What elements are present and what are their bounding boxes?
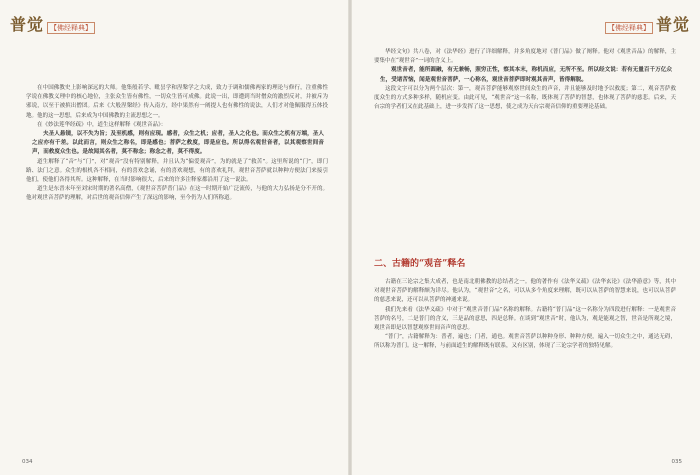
header-brand <box>10 12 95 35</box>
left-page-body <box>26 84 328 204</box>
right-page-body-bottom <box>374 278 676 352</box>
quotation-block: 观世音者，能所圆融，有无兼畅，照穷正性，察其本末，称机而应，无所不至。所以经文说：若有无量百千万亿众生，受诸苦恼，闻是观世音菩萨，一心称名，观世音菩萨即时观其音声，皆得解脱。 <box>380 67 672 83</box>
brand-logo-text: 普觉 <box>10 15 45 34</box>
paragraph: 在《妙法莲华经疏》中，道生这样解释《观世音品》： <box>37 121 167 128</box>
paragraph: 道生是东晋末年至刘宋时期的著名高僧，《观世音菩萨普门品》在这一时期开始广泛流传，与他的大力弘扬是分不开的。他对观世音菩萨的理解，对后世的观音信仰产生了深远的影响，至今仍为人们所称道。 <box>26 186 328 202</box>
header-brand <box>605 12 690 35</box>
section-heading: 二、古籍的“观音”释名 <box>374 259 466 269</box>
page-number: 035 <box>671 459 682 465</box>
paragraph: 在中国佛教史上影响深远的大师。他集般若学、毗昙学和涅槃学之大成，致力于调和儒佛两家的理论与修行，注重佛性学说在佛教义理中的核心地位，主张众生皆有佛性，一切众生皆可成佛。此说一出，即遭到当时僧众的激烈反对，并被斥为邪说，以至于被摈出僧团。后来《大般涅槃经》传入南方，经中果然有一阐提人也有佛性的说法，人们才对他佩服得五体投地。他的这一思想，后来成为中国佛教的主流思想之一。 <box>26 85 328 119</box>
page-number: 034 <box>22 459 33 465</box>
paragraph: 古籍在三论宗之集大成者，也是南北朝佛教的总结者之一。他的著作有《法华义疏》《法华玄论》《法华游意》等，其中对观世音菩萨的解释颇为详尽。他认为，“观世音”之名，可以从多个角度来理解，既可以从菩萨的智慧来说，也可以从菩萨的慈悲来说，还可以从菩萨的神通来说。 <box>374 279 676 304</box>
paragraph: 华经文句》共八卷，对《法华经》进行了详细解释，并多角度地对《普门品》做了阐释。他对《观世音品》的解释，主要集中在“观世音”一词的含义上。 <box>374 49 676 65</box>
paragraph: 这段文字可以分为两个层次：第一，观音菩萨能够观察世间众生的声音，并且能够及时地予以救度；第二，观音菩萨救度众生的方式多种多样，随机应变。由此可见，“观世音”这一名称，既体现了菩萨的智慧，也体现了菩萨的慈悲。后来，天台宗的学者们又在此基础上，进一步发挥了这一思想，使之成为天台宗观音信仰的重要理论基础。 <box>374 85 676 111</box>
paragraph: 我们先来看《法华义疏》中对于“观世音普门品”名称的解释。古籍将“普门品”这一名称分为四段进行解释：一是观世音菩萨的名号，二是普门的含义，三是品的意思，四是总释。在谈到“观世音”时，他认为，观是能观之智，世音是所观之境，观世音即是以智慧观察世间音声的意思。 <box>374 306 676 332</box>
series-label: 【佛经释典】 <box>605 22 653 34</box>
series-label: 【佛经释典】 <box>47 22 95 34</box>
quotation-block: 夫圣人悬镜，以不失为旨；及至机感，则有应现。感者，众生之机；应者，圣人之化也。而众生之机有万端，圣人之应亦有千差。以此而言，则众生之称名，即是感也；菩萨之救度，即是应也。所以得名观世音者，以其观察世间音声，而救度众生也。是故闻其名者，莫不称念；称念之者，莫不得度。 <box>32 131 324 156</box>
brand-logo-text: 普觉 <box>655 15 690 34</box>
right-page <box>352 0 700 475</box>
left-page <box>0 0 348 475</box>
right-page-body-top <box>374 48 676 112</box>
paragraph: “普门”，古籍解释为：普者，遍也；门者，通也。观世音菩萨以种种身形、种种方便，遍入一切众生之中，通达无碍，所以称为普门。这一解释，与前面道生的解释既有联系，又有区别，体现了三论宗学者的独特见解。 <box>374 334 676 350</box>
paragraph: 道生解释了“音”与“门”，对“观音”没有特别解释，并且认为“偏爱观音”，为的就是了“救苦”。这里所说的“门”，即门路、法门之意。众生的根机各不相同，有的喜欢念诵，有的喜欢观想，有的喜欢礼拜，观世音菩萨就以种种方便法门来接引他们，使他们各得其所。这种解释，在当时影响很大，后来的许多注释家都沿用了这一说法。 <box>26 158 328 184</box>
